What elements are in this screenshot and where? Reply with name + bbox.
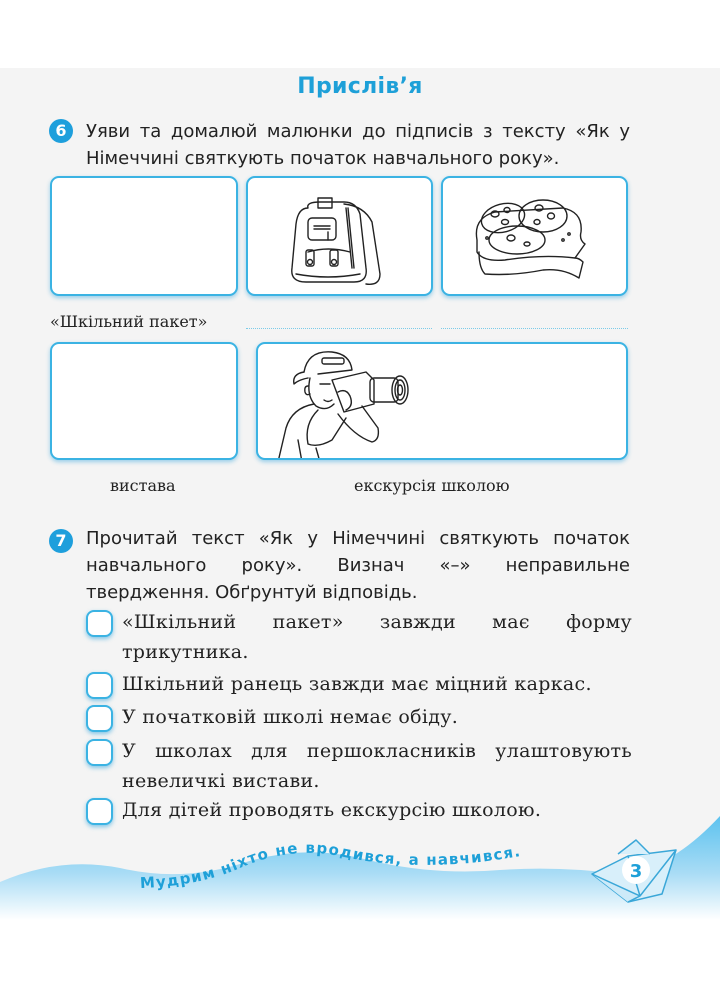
drawing-box-sandwich <box>441 176 628 296</box>
statement-item <box>86 736 632 796</box>
caption-school-tour: екскурсія школою <box>354 476 510 495</box>
statement-item <box>86 669 632 701</box>
statement-text: «Шкільний пакет» завжди має форму трикутника. <box>122 611 632 663</box>
statement-text: У початковій школі немає обіду. <box>122 706 459 728</box>
drawing-box-school-packet[interactable] <box>50 176 238 296</box>
statement-text: Для дітей проводять екскурсію школою. <box>122 799 542 821</box>
statement-checkbox[interactable] <box>86 672 113 699</box>
photographer-drawing-icon <box>258 344 628 460</box>
statement-checkbox[interactable] <box>86 610 113 637</box>
answer-line-backpack[interactable] <box>246 328 432 329</box>
task-number-badge: 7 <box>49 529 73 553</box>
footer-wave <box>0 810 720 920</box>
drawing-box-backpack <box>246 176 433 296</box>
caption-performance: вистава <box>110 476 176 495</box>
backpack-drawing-icon <box>248 178 433 296</box>
task-number-badge: 6 <box>49 119 73 143</box>
drawing-box-school-tour <box>256 342 628 460</box>
page-title: Прислів’я <box>297 74 423 99</box>
statement-text: Шкільний ранець завжди має міцний каркас. <box>122 673 592 695</box>
statement-text: У школах для першокласників улаштовують невеличкі вистави. <box>122 740 632 792</box>
drawing-box-performance[interactable] <box>50 342 238 460</box>
statement-item <box>86 607 632 667</box>
answer-line-sandwich[interactable] <box>441 328 628 329</box>
task6-instruction: Уяви та домалюй малюнки до підписів з тексту «Як у Німеччині святкують початок навчального року». <box>86 121 630 169</box>
statement-checkbox[interactable] <box>86 739 113 766</box>
sandwich-drawing-icon <box>443 178 628 296</box>
page-number: 3 <box>629 861 643 882</box>
footer-proverb: Мудрим ніхто не вродився, а навчився. <box>139 838 523 893</box>
statement-checkbox[interactable] <box>86 705 113 732</box>
task7-instruction: Прочитай текст «Як у Німеччині святкують початок навчального року». Визнач «–» неправильне твердження. Обґрунтуй відповідь. <box>86 528 630 603</box>
caption-school-packet: «Шкільний пакет» <box>50 312 208 331</box>
statement-item <box>86 702 632 734</box>
